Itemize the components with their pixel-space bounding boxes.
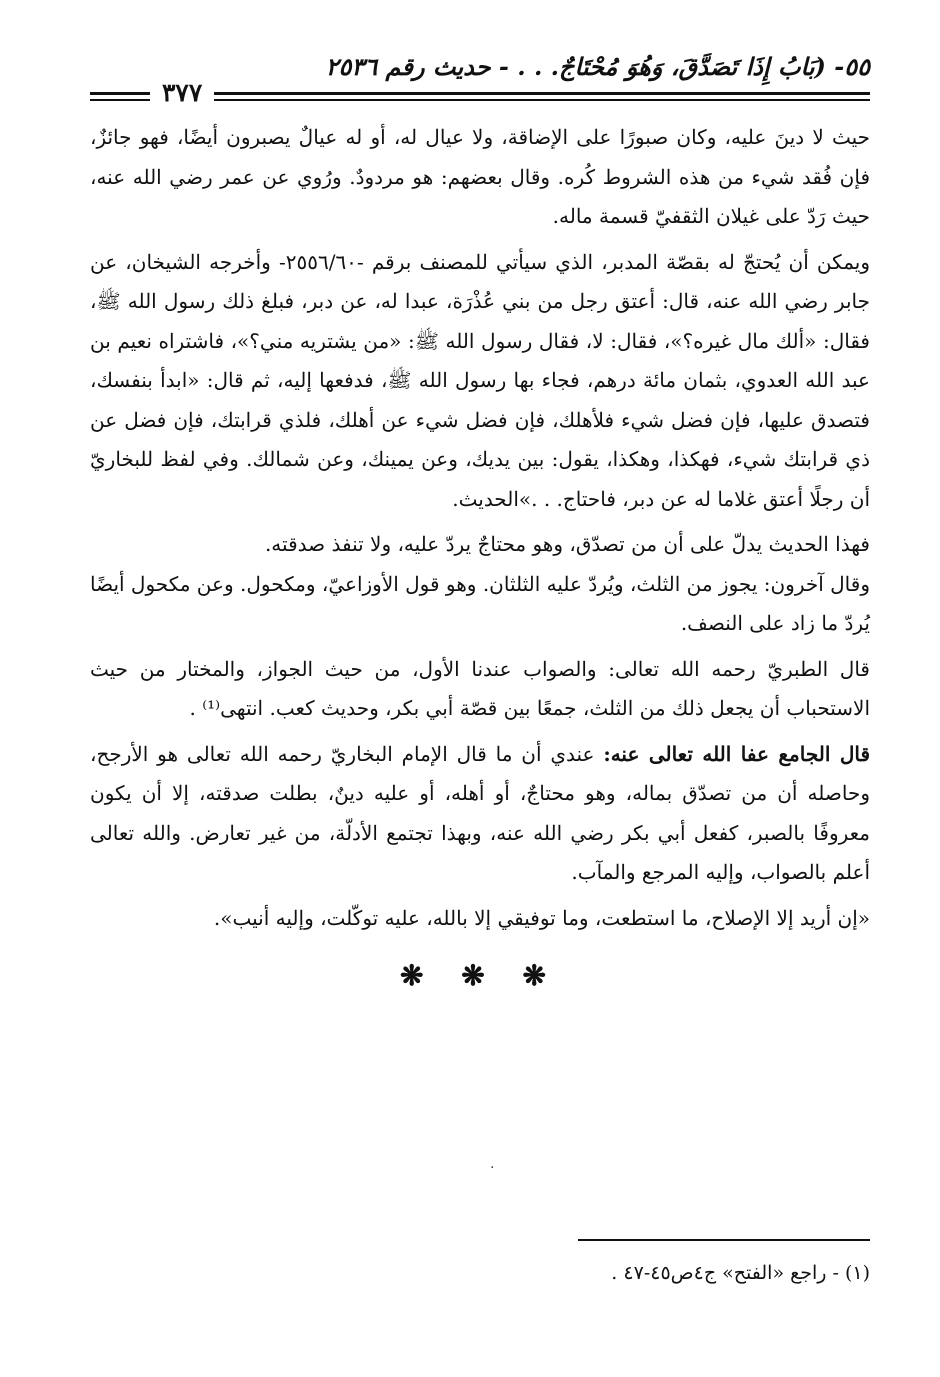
author-note-text: عندي أن ما قال الإمام البخاريّ رحمه الله تعالى هو الأرجح، وحاصله أن من تصدّق بماله، وهو محتاجٌ، أو أهله، أو عليه دينٌ، بطلت صدقته، إلا أن يكون معروفًا بالصبر، كفعل أبي بكر رضي الله عنه، وبهذا تجتمع الأدلّة، من غير تعارض. والله تعالى أعلم بالصواب، وإليه المرجع والمآب. [90,741,870,884]
footnote-rule [578,1239,870,1241]
page-number: ٣٧٧ [150,78,214,107]
paragraph: ويمكن أن يُحتجّ له بقصّة المدبر، الذي سيأتي للمصنف برقم -٢٥٥٦/٦٠- وأخرجه الشيخان، عن جابر رضي الله عنه، قال: أعتق رجل من بني عُذْرَة، عبدا له، عن دبر، فبلغ ذلك رسول الله ﷺ، فقال: «ألك مال غيره؟»، فقال: لا، فقال رسول الله ﷺ: «من يشتريه مني؟»، فاشتراه نعيم بن عبد الله العدوي، بثمان مائة درهم، فجاء بها رسول الله ﷺ، فدفعها إليه، ثم قال: «ابدأ بنفسك، فتصدق عليها، فإن فضل شيء فلأهلك، فإن فضل شيء عن أهلك، فلذي قرابتك، فإن فضل عن ذي قرابتك شيء، فهكذا، وهكذا، يقول: بين يديك، وعن يمينك، وعن شمالك. وفي لفظ للبخاريّ أن رجلًا أعتق غلاما له عن دبر، فاحتاج. . .»الحديث. [90,249,870,511]
paragraph: حيث لا دينَ عليه، وكان صبورًا على الإضاقة، ولا عيال له، أو له عيالٌ يصبرون أيضًا، فهو جائزٌ، فإن فُقد شيء من هذه الشروط كُره. وقال بعضهم: هو مردودٌ. ورُوي عن عمر رضي الله عنه، حيث رَدّ على غيلان الثقفيّ قسمة ماله. [90,125,870,228]
closing-quote: «إن أريد إلا الإصلاح، ما استطعت، وما توفيقي إلا بالله، عليه توكّلت، وإليه أنيب». [213,905,870,930]
paragraph: قال الطبريّ رحمه الله تعالى: والصواب عندنا الأول، من حيث الجواز، والمختار من حيث الاستحباب أن يجعل ذلك من الثلث، جمعًا بين قصّة أبي بكر، وحديث كعب. انتهى⁽¹⁾ . [90,656,870,720]
paragraph: وقال آخرون: يجوز من الثلث، ويُردّ عليه الثلثان. وهو قول الأوزاعيّ، ومكحول. وعن مكحول أيضًا يُردّ ما زاد على النصف. [90,571,870,635]
author-note [90,735,870,893]
section-separator: ❋ ❋ ❋ [400,959,560,992]
paragraph: فهذا الحديث يدلّ على أن من تصدّق، وهو محتاجٌ يردّ عليه، ولا تنفذ صدقته. [264,532,870,556]
stray-mark: · [490,1160,495,1176]
footnote: (١) - راجع «الفتح» ج٤ص٤٥-٤٧ . [611,1262,870,1284]
author-note-label: قال الجامع عفا الله تعالى عنه: [603,741,871,766]
page-header [90,52,870,107]
main-text [90,118,870,996]
chapter-title: ٥٥- (بَابُ إِذَا تَصَدَّقَ، وَهُوَ مُحْتَاجٌ. . . - حديث رقم ٢٥٣٦ [325,52,870,81]
